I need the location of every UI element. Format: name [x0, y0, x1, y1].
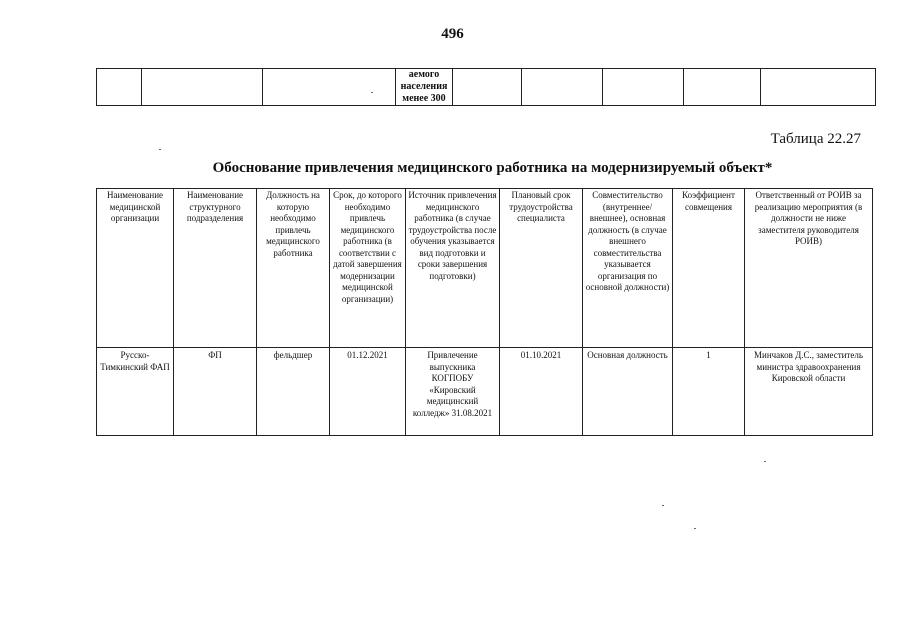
table-title: Обоснование привлечения медицинского работника на модернизируемый объект*: [212, 160, 773, 176]
scan-speck: [694, 528, 696, 529]
table-cell: 1: [673, 348, 745, 436]
table-cell: [522, 69, 603, 106]
scan-speck: [159, 149, 161, 150]
previous-table-fragment: [96, 68, 876, 106]
column-header: Срок, до которого необходимо привлечь медицинского работника (в соответствии с датой завершения модернизации медицинской организации): [330, 189, 406, 348]
table-cell: Русско-Тимкинский ФАП: [97, 348, 174, 436]
table-number: Таблица 22.27: [770, 131, 861, 147]
table-cell: ФП: [174, 348, 257, 436]
table-cell: [761, 69, 876, 106]
scan-speck: [764, 461, 766, 462]
table-row: [97, 348, 873, 436]
fragment-text: аемого населения менее 300: [400, 69, 448, 104]
table-header-row: [97, 189, 873, 348]
table-row: [97, 69, 876, 106]
column-header: Источник привлечения медицинского работника (в случае трудоустройства после обучения указывается вид подготовки и сроки завершения подготовки): [406, 189, 500, 348]
scan-speck: [662, 505, 664, 506]
table-cell: Основная должность: [583, 348, 673, 436]
table-cell: 01.10.2021: [500, 348, 583, 436]
page-number: 496: [441, 26, 464, 42]
column-header: Коэффициент совмещения: [673, 189, 745, 348]
table-cell: 01.12.2021: [330, 348, 406, 436]
table-cell: [684, 69, 761, 106]
table-cell: [453, 69, 522, 106]
column-header: Ответственный от РОИВ за реализацию мероприятия (в должности не ниже заместителя руководителя РОИВ): [745, 189, 873, 348]
column-header: Наименование медицинской организации: [97, 189, 174, 348]
justification-table: [96, 188, 873, 436]
table-cell: Привлечение выпускника КОГПОБУ «Кировский медицинский колледж» 31.08.2021: [406, 348, 500, 436]
table-cell: фельдшер: [257, 348, 330, 436]
column-header: Плановый срок трудоустройства специалиста: [500, 189, 583, 348]
column-header: Совместительство (внутреннее/внешнее), основная должность (в случае внешнего совместительства указывается организация по основной должности): [583, 189, 673, 348]
table-cell: [97, 69, 142, 106]
column-header: Наименование структурного подразделения: [174, 189, 257, 348]
table-cell: Минчаков Д.С., заместитель министра здравоохранения Кировской области: [745, 348, 873, 436]
table-cell: [263, 69, 396, 106]
table-cell: [142, 69, 263, 106]
table-cell: [603, 69, 684, 106]
table-cell: [396, 69, 453, 106]
scan-speck: [371, 92, 373, 93]
column-header: Должность на которую необходимо привлечь медицинского работника: [257, 189, 330, 348]
